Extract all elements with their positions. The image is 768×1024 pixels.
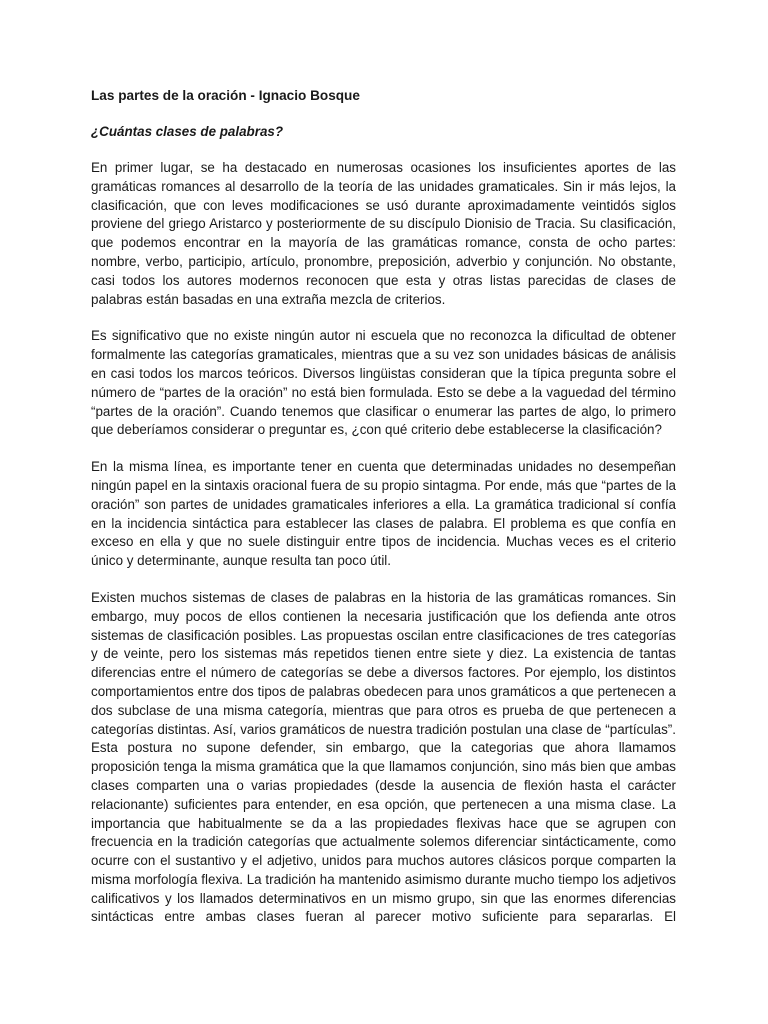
- document-title: Las partes de la oración - Ignacio Bosque: [91, 88, 360, 103]
- paragraph-4: Existen muchos sistemas de clases de palabras en la historia de las gramáticas romances. Sin embargo, muy pocos de ellos contienen la necesaria justificación que los defienda ante otros sistemas de clasificación posibles. Las propuestas oscilan entre clasificaciones de tres categorías y de veinte, pero los sistemas más repetidos tienen entre siete y diez. La existencia de tantas diferencias entre el número de categorías se debe a diversos factores. Por ejemplo, los distintos comportamientos entre dos tipos de palabras obedecen para unos gramáticos a que pertenecen a dos subclase de una misma categoría, mientras que para otros es prueba de que pertenecen a categorías distintas. Así, varios gramáticos de nuestra tradición postulan una clase de “partículas”. Esta postura no supone defender, sin embargo, que la categorias que ahora llamamos proposición tenga la misma gramática que la que llamamos conjunción, sino más bien que ambas clases comparten una o varias propiedades (desde la ausencia de flexión hasta el carácter relacionante) suficientes para entender, en esa opción, que pertenecen a una misma clase. La importancia que habitualmente se da a las propiedades flexivas hace que se agrupen con frecuencia en la tradición categorías que actualmente solemos diferenciar sintácticamente, como ocurre con el sustantivo y el adjetivo, unidos para muchos autores clásicos porque comparten la misma morfología flexiva. La tradición ha mantenido asimismo durante mucho tiempo los adjetivos calificativos y los llamados determinativos en un mismo grupo, sin que las enormes diferencias sintácticas entre ambas clases fueran al parecer motivo suficiente para separarlas. El: [91, 589, 676, 925]
- paragraph-1: En primer lugar, se ha destacado en numerosas ocasiones los insuficientes aportes de las gramáticas romances al desarrollo de la teoría de las unidades gramaticales. Sin ir más lejos, la clasificación, que con leves modificaciones se usó durante aproximadamente veintidós siglos proviene del griego Aristarco y posteriormente de su discípulo Dionisio de Tracia. Su clasificación, que podemos encontrar en la mayoría de las gramáticas romance, consta de ocho partes: nombre, verbo, participio, artículo, pronombre, preposición, adverbio y conjunción. No obstante, casi todos los autores modernos reconocen que esta y otras listas parecidas de clases de palabras están basadas en una extraña mezcla de criterios.: [91, 160, 676, 307]
- paragraph-3: En la misma línea, es importante tener en cuenta que determinadas unidades no desempeñan ningún papel en la sintaxis oracional fuera de su propio sintagma. Por ende, más que “partes de la oración” son partes de unidades gramaticales inferiores a ella. La gramática tradicional sí confía en la incidencia sintáctica para establecer las clases de palabra. El problema es que confía en exceso en ella y que no suele distinguir entre tipos de incidencia. Muchas veces es el criterio único y determinante, aunque resulta tan poco útil.: [91, 459, 676, 569]
- document-body: [91, 87, 676, 927]
- section-heading: ¿Cuántas clases de palabras?: [91, 124, 284, 139]
- paragraph-2: Es significativo que no existe ningún autor ni escuela que no reconozca la dificultad de obtener formalmente las categorías gramaticales, mientras que a su vez son unidades básicas de análisis en casi todos los marcos teóricos. Diversos lingüistas consideran que la típica pregunta sobre el número de “partes de la oración” no está bien formulada. Esto se debe a la vaguedad del término “partes de la oración”. Cuando tenemos que clasificar o enumerar las partes de algo, lo primero que deberíamos considerar o preguntar es, ¿con qué criterio debe establecerse la clasificación?: [91, 328, 676, 438]
